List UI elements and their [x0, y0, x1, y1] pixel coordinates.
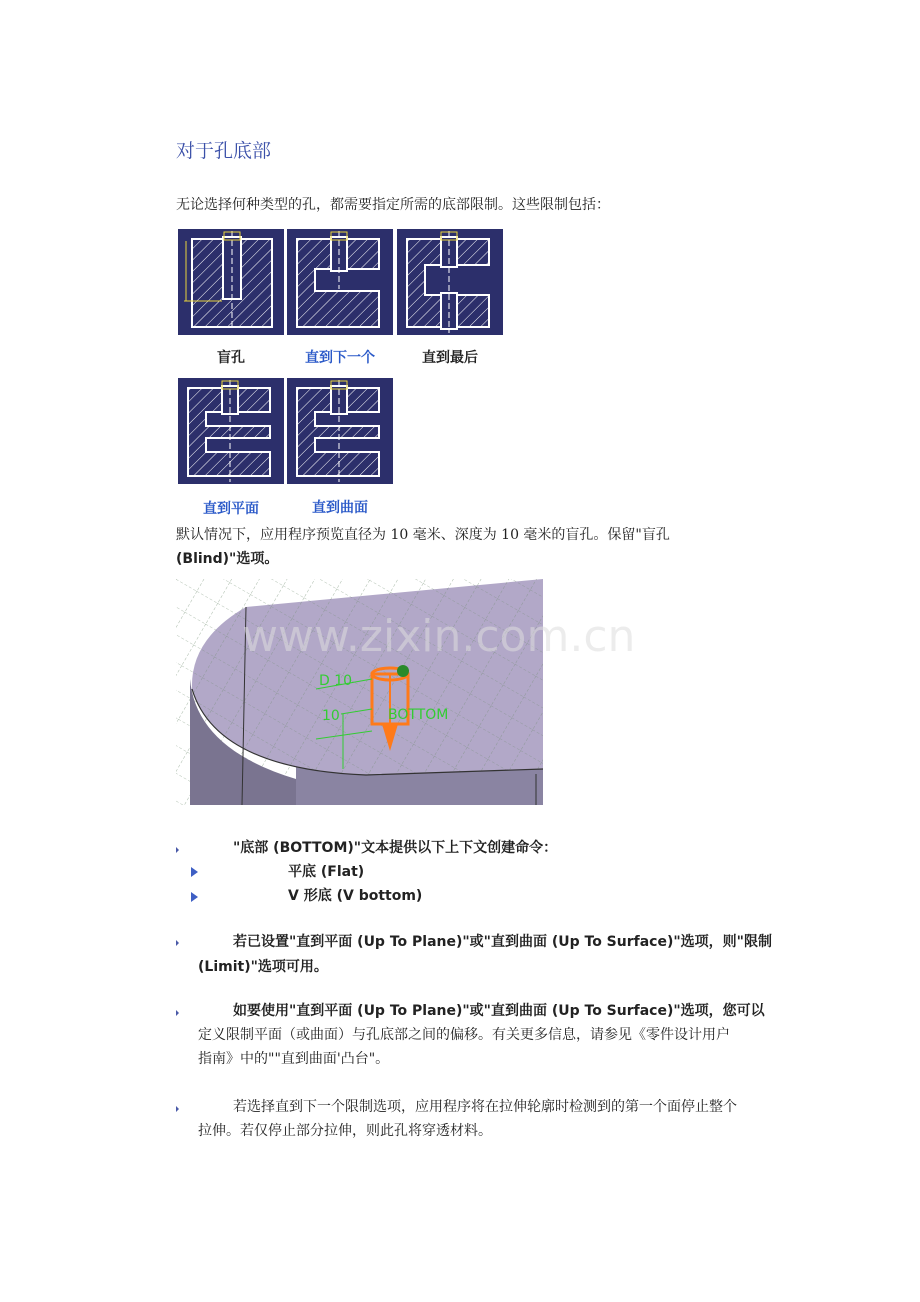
depth-dimension-label: 10 — [322, 708, 340, 724]
up-to-last-illustration — [397, 229, 503, 335]
default-text-line2: (Blind)"选项。 — [176, 551, 279, 567]
sub-bullet-arrow-icon — [191, 867, 198, 877]
bullet-marker — [176, 1106, 179, 1112]
sub-option-flat: 平底 (Flat) — [288, 864, 365, 880]
diameter-dimension-label: D 10 — [319, 673, 353, 689]
bottom-context-label: BOTTOM — [388, 707, 449, 723]
bullet-bottom-text: "底部 (BOTTOM)"文本提供以下上下文创建命令： — [233, 840, 558, 856]
option-label-up-to-surface: 直到曲面 — [312, 500, 368, 516]
bullet-limit-line1: 若已设置"直到平面 (Up To Plane)"或"直到曲面 (Up To Surface)"选项，则"限制 — [233, 934, 772, 950]
option-label-up-to-next: 直到下一个 — [305, 350, 375, 366]
bullet-offset-line3: 指南》中的""直到曲面'凸台"。 — [198, 1051, 390, 1067]
up-to-plane-illustration — [178, 378, 284, 484]
section-title: 对于孔底部 — [176, 140, 272, 162]
option-label-up-to-last: 直到最后 — [422, 350, 478, 366]
sub-bullet-arrow-icon — [191, 892, 198, 902]
up-to-surface-illustration — [287, 378, 393, 484]
intro-text: 无论选择何种类型的孔，都需要指定所需的底部限制。这些限制包括： — [176, 197, 610, 213]
cad-preview-screenshot — [176, 579, 636, 805]
watermark-text: www.zixin.com.cn — [242, 611, 636, 662]
bullet-marker — [176, 940, 179, 946]
bullet-limit-line2: (Limit)"选项可用。 — [198, 959, 328, 975]
up-to-next-illustration — [287, 229, 393, 335]
sub-option-v-bottom: V 形底 (V bottom) — [288, 888, 423, 904]
bullet-offset-line2: 定义限制平面（或曲面）与孔底部之间的偏移。有关更多信息，请参见《零件设计用户 — [198, 1027, 730, 1043]
option-label-blind: 盲孔 — [217, 350, 245, 366]
option-label-up-to-plane: 直到平面 — [203, 501, 259, 517]
bullet-up-to-next-line1: 若选择直到下一个限制选项，应用程序将在拉伸轮廓时检测到的第一个面停止整个 — [233, 1099, 737, 1115]
bullet-marker — [176, 847, 179, 853]
bullet-up-to-next-line2: 拉伸。若仅停止部分拉伸，则此孔将穿透材料。 — [198, 1123, 492, 1139]
default-text-line1: 默认情况下，应用程序预览直径为 10 毫米、深度为 10 毫米的盲孔。保留"盲孔 — [176, 527, 670, 543]
bullet-offset-line1: 如要使用"直到平面 (Up To Plane)"或"直到曲面 (Up To Surface)"选项，您可以 — [233, 1003, 765, 1019]
blind-hole-illustration — [178, 229, 284, 335]
bullet-marker — [176, 1010, 179, 1016]
